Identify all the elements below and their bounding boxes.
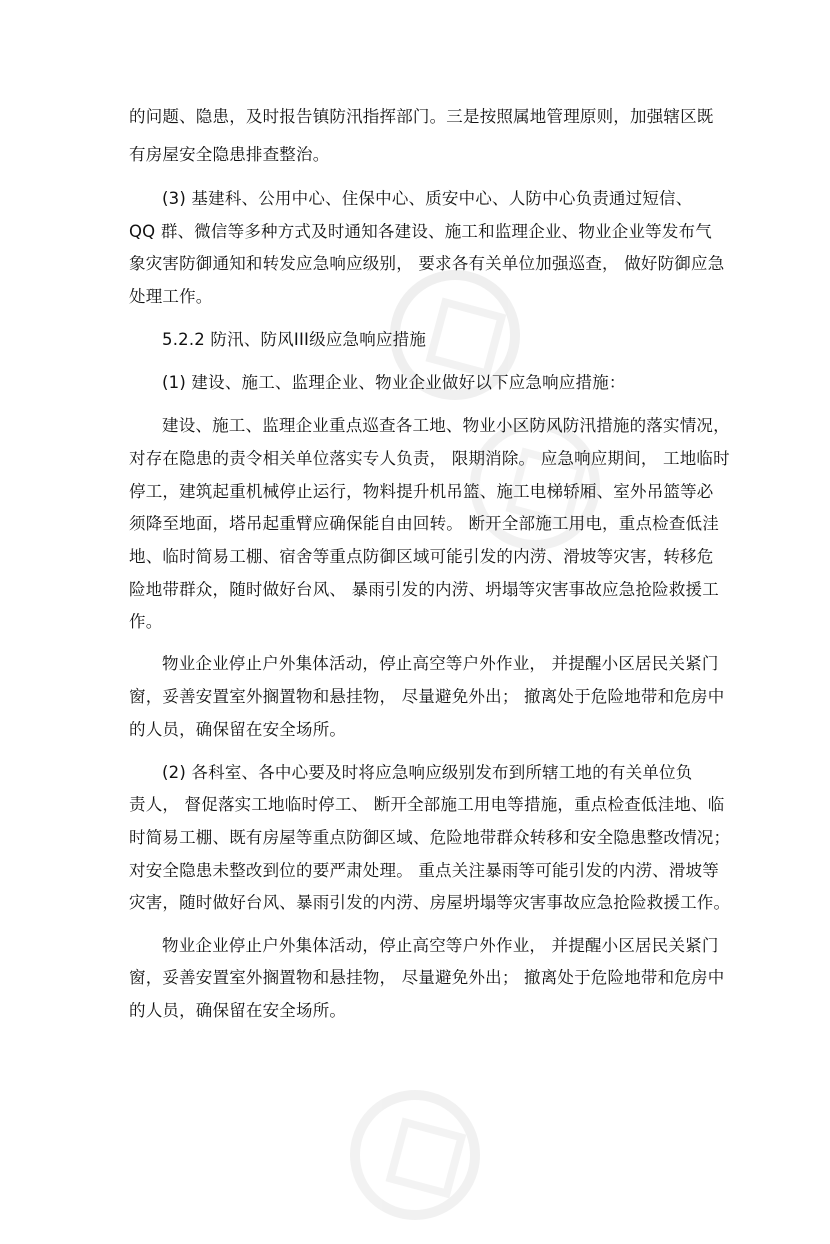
text-line: 的人员，确保留在安全场所。 xyxy=(129,1001,347,1020)
text-line: 灾害，随时做好台风、暴雨引发的内涝、房屋坍塌等灾害事故应急抢险救援工作。 xyxy=(129,893,731,912)
text-line: 对安全隐患未整改到位的要严肃处理。 重点关注暴雨等可能引发的内涝、滑坡等 xyxy=(129,861,719,880)
text-line: 须降至地面，塔吊起重臂应确保能自由回转。 断开全部施工用电，重点检查低洼 xyxy=(129,514,719,533)
text-line: 有房屋安全隐患排查整治。 xyxy=(129,145,330,164)
text-line: 象灾害防御通知和转发应急响应级别， 要求各有关单位加强巡查， 做好防御应急 xyxy=(129,254,725,273)
section-heading: 5.2.2 防汛、防风III级应急响应措施 xyxy=(162,330,427,349)
text-line: 的问题、隐患，及时报告镇防汛指挥部门。三是按照属地管理原则，加强辖区既 xyxy=(129,107,714,126)
text-line: 责人， 督促落实工地临时停工、 断开全部施工用电等措施，重点检查低洼地、临 xyxy=(129,795,725,814)
text-line: 窗，妥善安置室外搁置物和悬挂物， 尽量避免外出； 撤离处于危险地带和危房中 xyxy=(129,968,725,987)
text-line: 作。 xyxy=(129,612,163,631)
text-line: QQ 群、微信等多种方式及时通知各建设、施工和监理企业、物业企业等发布气 xyxy=(129,222,712,241)
text-line: 的人员，确保留在安全场所。 xyxy=(129,720,347,739)
text-line: 地、临时简易工棚、宿舍等重点防御区域可能引发的内涝、滑坡等灾害，转移危 xyxy=(129,547,714,566)
text-line: 时简易工棚、既有房屋等重点防御区域、危险地带群众转移和安全隐患整改情况； xyxy=(129,828,731,847)
text-line: (1) 建设、施工、监理企业、物业企业做好以下应急响应措施： xyxy=(162,373,626,392)
text-line: 处理工作。 xyxy=(129,287,213,306)
text-line: 险地带群众，随时做好台风、 暴雨引发的内涝、坍塌等灾害事故应急抢险救援工 xyxy=(129,580,719,599)
text-line: (2) 各科室、各中心要及时将应急响应级别发布到所辖工地的有关单位负 xyxy=(162,763,693,782)
text-line: 物业企业停止户外集体活动，停止高空等户外作业， 并提醒小区居民关紧门 xyxy=(162,654,719,673)
text-line: 窗，妥善安置室外搁置物和悬挂物， 尽量避免外出； 撤离处于危险地带和危房中 xyxy=(129,687,725,706)
text-line: 物业企业停止户外集体活动，停止高空等户外作业， 并提醒小区居民关紧门 xyxy=(162,936,719,955)
text-line: 对存在隐患的责令相关单位落实专人负责， 限期消除。 应急响应期间， 工地临时 xyxy=(129,449,730,468)
text-line: 建设、施工、监理企业重点巡查各工地、物业小区防风防汛措施的落实情况， xyxy=(162,416,730,435)
text-line: (3) 基建科、公用中心、住保中心、质安中心、人防中心负责通过短信、 xyxy=(162,189,693,208)
text-line: 停工，建筑起重机械停止运行，物料提升机吊篮、施工电梯轿厢、室外吊篮等必 xyxy=(129,482,714,501)
watermark-logo-icon xyxy=(326,1066,504,1244)
